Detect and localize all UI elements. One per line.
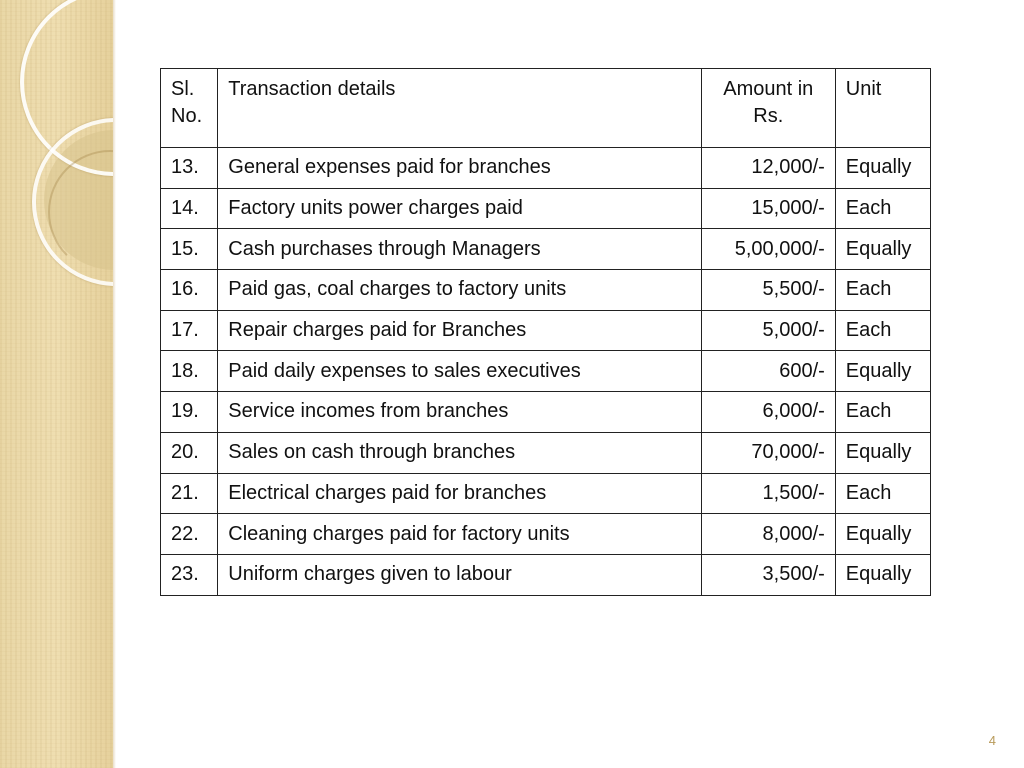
cell-sl: 21. <box>161 473 218 514</box>
cell-details: Paid daily expenses to sales executives <box>218 351 701 392</box>
cell-sl: 22. <box>161 514 218 555</box>
cell-amount: 5,000/- <box>701 310 835 351</box>
cell-sl: 17. <box>161 310 218 351</box>
table-row <box>161 351 931 392</box>
cell-unit: Each <box>835 473 930 514</box>
cell-unit: Equally <box>835 432 930 473</box>
table-row <box>161 392 931 433</box>
cell-unit: Equally <box>835 554 930 595</box>
cell-details: Electrical charges paid for branches <box>218 473 701 514</box>
cell-amount: 70,000/- <box>701 432 835 473</box>
cell-unit: Each <box>835 188 930 229</box>
cell-amount: 5,500/- <box>701 270 835 311</box>
decorative-side-strip <box>0 0 113 768</box>
cell-details: Sales on cash through branches <box>218 432 701 473</box>
table-row <box>161 188 931 229</box>
cell-sl: 15. <box>161 229 218 270</box>
cell-amount: 12,000/- <box>701 148 835 189</box>
cell-amount: 6,000/- <box>701 392 835 433</box>
cell-sl: 18. <box>161 351 218 392</box>
cell-details: Factory units power charges paid <box>218 188 701 229</box>
cell-amount: 8,000/- <box>701 514 835 555</box>
cell-amount: 600/- <box>701 351 835 392</box>
table-row <box>161 229 931 270</box>
header-sl-no: Sl. No. <box>161 69 218 148</box>
cell-unit: Equally <box>835 229 930 270</box>
table-row <box>161 514 931 555</box>
cell-amount: 5,00,000/- <box>701 229 835 270</box>
cell-amount: 15,000/- <box>701 188 835 229</box>
cell-sl: 13. <box>161 148 218 189</box>
cell-unit: Equally <box>835 514 930 555</box>
cell-details: Service incomes from branches <box>218 392 701 433</box>
header-transaction-details: Transaction details <box>218 69 701 148</box>
cell-details: Cash purchases through Managers <box>218 229 701 270</box>
cell-sl: 23. <box>161 554 218 595</box>
cell-sl: 14. <box>161 188 218 229</box>
side-strip-edge <box>113 0 116 768</box>
cell-sl: 16. <box>161 270 218 311</box>
cell-unit: Each <box>835 310 930 351</box>
cell-details: Repair charges paid for Branches <box>218 310 701 351</box>
cell-unit: Equally <box>835 351 930 392</box>
cell-sl: 19. <box>161 392 218 433</box>
cell-sl: 20. <box>161 432 218 473</box>
cell-amount: 1,500/- <box>701 473 835 514</box>
header-amount: Amount in Rs. <box>701 69 835 148</box>
cell-amount: 3,500/- <box>701 554 835 595</box>
cell-details: General expenses paid for branches <box>218 148 701 189</box>
table-row <box>161 148 931 189</box>
table-row <box>161 432 931 473</box>
cell-details: Cleaning charges paid for factory units <box>218 514 701 555</box>
table-row <box>161 554 931 595</box>
page-number: 4 <box>988 733 996 748</box>
table-row <box>161 473 931 514</box>
table-row <box>161 310 931 351</box>
cell-unit: Each <box>835 392 930 433</box>
cell-details: Uniform charges given to labour <box>218 554 701 595</box>
cell-details: Paid gas, coal charges to factory units <box>218 270 701 311</box>
table-header-row <box>161 69 931 148</box>
transactions-table <box>160 68 931 596</box>
cell-unit: Equally <box>835 148 930 189</box>
table-row <box>161 270 931 311</box>
header-unit: Unit <box>835 69 930 148</box>
cell-unit: Each <box>835 270 930 311</box>
